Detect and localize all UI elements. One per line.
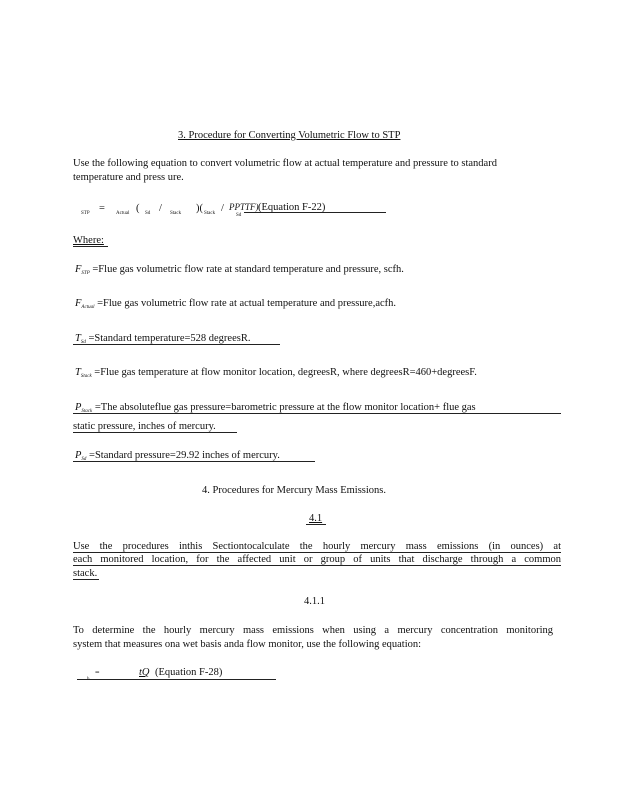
eq-f22-sd: Sd (145, 211, 151, 216)
p411-line2: system that measures ona wet basis anda flow monitor, use the following equation: (73, 639, 422, 650)
section-4-1-1-number: 4.1.1 (304, 596, 325, 607)
def-psd (75, 449, 280, 466)
p41-line2: each monitored location, for the affected unit or group of units that discharge through a common (73, 554, 561, 565)
def-pstack (75, 401, 476, 418)
def-tsd-underline (73, 344, 280, 345)
section4-heading: 4. Procedures for Mercury Mass Emissions. (202, 485, 387, 496)
where-underline (73, 246, 108, 247)
def-tstack-subscript: Stack (80, 374, 92, 379)
def-pstack-line1: =The absoluteflue gas pressure=barometric pressure at the flow monitor location+ flue gas (92, 402, 476, 413)
def-tstack-symbol: T (75, 367, 81, 378)
def-fstp-text: =Flue gas volumetric flow rate at standard temperature and pressure, scfh. (89, 264, 404, 275)
def-pstack-underline1 (73, 413, 561, 414)
eq-f28-underline (77, 679, 276, 680)
eq-f28-equals: = (95, 668, 100, 677)
eq-f22-open: ( (136, 203, 140, 214)
section-4-1-underline (306, 524, 326, 525)
def-fstp (75, 263, 404, 280)
def-tstack-text: =Flue gas temperature at flow monitor location, degreesR, where degreesR=460+degreesF. (91, 367, 477, 378)
eq-f22-actual: Actual (116, 211, 130, 216)
eq-f22-pp: PP (229, 202, 240, 212)
def-tsd-symbol: T (75, 333, 81, 344)
p411-line1: To determine the hourly mercury mass emissions when using a mercury concentration monitoring (73, 625, 553, 636)
def-psd-symbol: P (75, 450, 82, 461)
def-pstack-subscript: Stack (81, 409, 93, 414)
def-tsd-subscript: Sd (80, 340, 86, 345)
def-psd-text: =Standard pressure=29.92 inches of mercury. (86, 450, 280, 461)
def-psd-subscript: Sd (81, 457, 87, 462)
section3-heading: 3. Procedure for Converting Volumetric Flow to STP (178, 130, 401, 141)
eq-f28-tq: tQ (139, 667, 150, 678)
def-fstp-subscript: STP (81, 271, 90, 276)
def-pstack-underline2 (73, 432, 237, 433)
eq-f22-slash2: / (221, 203, 224, 214)
eq-f22-sd2: Sd (236, 213, 242, 218)
def-psd-underline (73, 461, 315, 462)
p41-underline3 (73, 579, 99, 580)
p41-line3: stack. (73, 568, 98, 579)
eq-f22-ttf: TTF) (240, 202, 259, 212)
where-label: Where: (73, 235, 104, 246)
eq-f22-equals: = (99, 203, 105, 214)
def-factual-symbol: F (75, 298, 82, 309)
def-pstack-line2: static pressure, inches of mercury. (73, 421, 216, 432)
sec3-intro-line1: Use the following equation to convert volumetric flow at actual temperature and pressure to standard (73, 158, 497, 169)
def-tsd (75, 332, 250, 349)
def-factual-text: =Flue gas volumetric flow rate at actual temperature and pressure,acfh. (94, 298, 397, 309)
eq-f22-close: )( (196, 203, 203, 214)
def-fstp-symbol: F (75, 264, 82, 275)
eq-f22-label: (Equation F-22) (258, 202, 326, 213)
eq-f28-label: (Equation F-28) (155, 667, 223, 678)
p41-underline2 (73, 565, 561, 566)
eq-f22-underline (244, 212, 386, 213)
sec3-intro-line2: temperature and press ure. (73, 172, 184, 183)
eq-f22-std: STP (81, 211, 90, 216)
eq-f22-stack: Stack (170, 211, 182, 216)
def-pstack-symbol: P (75, 402, 82, 413)
def-factual-subscript: Actual (81, 305, 95, 310)
p41-line1: Use the procedures inthis Sectiontocalculate the hourly mercury mass emissions (in ounces) at (73, 541, 561, 552)
eq-f22-stack2: Stack (204, 211, 216, 216)
eq-f22-slash: / (159, 203, 162, 214)
def-tsd-text: =Standard temperature=528 degreesR. (85, 333, 251, 344)
def-tstack (75, 366, 477, 383)
section-4-1-number: 4.1 (309, 513, 323, 524)
eq-f28-h: h (87, 677, 90, 682)
def-factual (75, 297, 396, 314)
